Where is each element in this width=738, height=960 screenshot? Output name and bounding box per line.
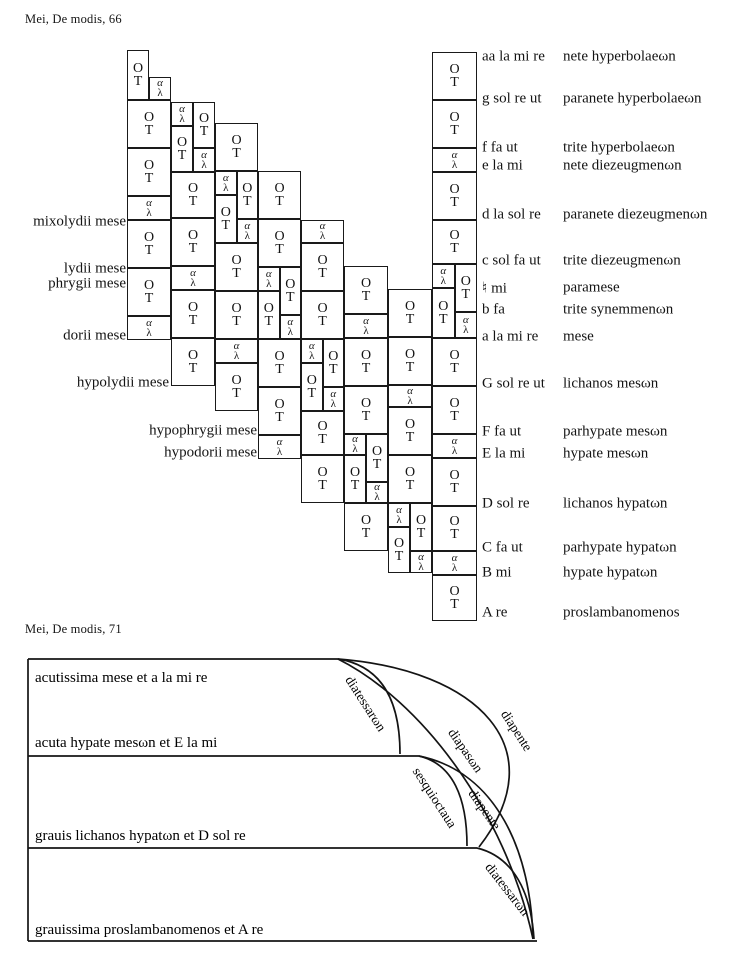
semitone-glyph-top: α xyxy=(396,503,402,516)
mode-mese-label-6: hypodorii mese xyxy=(164,444,257,461)
semitone-glyph-bottom: λ xyxy=(396,513,402,526)
tone-glyph-bottom: T xyxy=(199,123,209,139)
mode-mese-label-0: mixolydii mese xyxy=(33,213,126,230)
tone-glyph-top: O xyxy=(404,298,416,314)
tone-glyph-top: O xyxy=(449,514,460,529)
tone-glyph-bottom: T xyxy=(275,409,284,425)
greek-string-name-10: parhypate mesωn xyxy=(563,423,668,440)
semitone-glyph-bottom: λ xyxy=(233,349,240,362)
pitch-line-label-0: acutissima mese et a la mi re xyxy=(35,670,208,686)
semitone-glyph-bottom: λ xyxy=(451,158,458,171)
semitone-glyph-top: α xyxy=(244,219,251,232)
semitone-glyph-bottom: λ xyxy=(407,394,413,407)
mode-mese-label-4: hypolydii mese xyxy=(76,374,169,391)
tone-glyph-top: O xyxy=(187,227,199,243)
semitone-glyph-bottom: λ xyxy=(352,443,358,455)
semitone-glyph-top: α xyxy=(451,148,458,161)
pitch-line-label-1: acuta hypate mesωn et E la mi xyxy=(35,735,218,751)
tone-glyph-top: O xyxy=(187,347,199,363)
tone-glyph-bottom: T xyxy=(450,527,459,542)
tone-glyph-bottom: T xyxy=(450,408,459,424)
tone-glyph-top: O xyxy=(231,252,242,268)
semitone-glyph-bottom: λ xyxy=(201,158,207,171)
greek-string-name-11: hypate mesωn xyxy=(563,445,649,462)
mode-mese-label-3: dorii mese xyxy=(63,327,126,344)
tone-glyph-top: O xyxy=(404,464,416,480)
semitone-glyph-top: α xyxy=(319,220,326,232)
gamut-note-name-13: C fa ut xyxy=(482,539,523,556)
tone-glyph-bottom: T xyxy=(450,360,459,376)
greek-string-name-0: nete hyperbolaeωn xyxy=(563,48,676,65)
tone-glyph-top: O xyxy=(176,134,188,150)
tone-glyph-top: O xyxy=(187,299,199,315)
tone-glyph-bottom: T xyxy=(405,429,415,445)
tone-glyph-bottom: T xyxy=(221,217,231,233)
semitone-glyph-top: α xyxy=(276,435,283,448)
greek-string-name-15: proslambanomenos xyxy=(563,604,680,621)
tone-glyph-bottom: T xyxy=(188,360,198,376)
semitone-glyph-top: α xyxy=(418,550,424,563)
tone-glyph-bottom: T xyxy=(450,122,459,138)
semitone-glyph-bottom: λ xyxy=(440,274,446,287)
tone-glyph-top: O xyxy=(404,346,416,362)
greek-string-name-14: hypate hypatωn xyxy=(563,564,658,581)
tone-glyph-top: O xyxy=(449,395,460,411)
semitone-glyph-top: α xyxy=(440,264,447,277)
tone-glyph-bottom: T xyxy=(232,385,241,401)
semitone-glyph-top: α xyxy=(190,266,196,279)
gamut-note-name-1: g sol re ut xyxy=(482,90,542,107)
greek-string-name-3: nete diezeugmenωn xyxy=(563,157,682,174)
tone-glyph-top: O xyxy=(198,110,210,126)
semitone-glyph-top: α xyxy=(287,315,294,328)
gamut-note-name-9: G sol re ut xyxy=(482,375,545,392)
tone-glyph-bottom: T xyxy=(450,480,459,496)
tone-glyph-bottom: T xyxy=(133,73,143,89)
tone-glyph-top: O xyxy=(360,347,372,363)
greek-string-name-13: parhypate hypatωn xyxy=(563,539,677,556)
tone-glyph-bottom: T xyxy=(177,147,187,163)
semitone-glyph-top: α xyxy=(451,434,458,447)
tone-glyph-bottom: T xyxy=(450,74,459,90)
interval-arc-label-4: diapente xyxy=(465,786,504,833)
tone-glyph-bottom: T xyxy=(318,431,327,447)
tone-glyph-top: O xyxy=(231,372,242,388)
tone-glyph-bottom: T xyxy=(405,359,415,375)
semitone-glyph-bottom: λ xyxy=(463,323,469,336)
gamut-note-name-0: aa la mi re xyxy=(482,48,545,65)
tone-glyph-bottom: T xyxy=(318,313,327,329)
greek-string-name-6: paramese xyxy=(563,279,620,296)
tone-glyph-bottom: T xyxy=(405,477,415,493)
tone-glyph-top: O xyxy=(220,204,231,220)
semitone-glyph-bottom: λ xyxy=(244,229,250,242)
tone-glyph-top: O xyxy=(460,273,471,289)
tone-glyph-bottom: T xyxy=(232,313,241,329)
tone-glyph-top: O xyxy=(274,228,285,244)
tone-glyph-bottom: T xyxy=(361,288,371,304)
semitone-glyph-top: α xyxy=(157,77,163,89)
tone-glyph-bottom: T xyxy=(328,361,338,377)
tone-glyph-bottom: T xyxy=(188,312,198,328)
tone-glyph-top: O xyxy=(438,298,449,314)
lower-caption: Mei, De modis, 71 xyxy=(25,622,122,636)
semitone-glyph-bottom: λ xyxy=(190,276,196,289)
tone-glyph-top: O xyxy=(449,61,460,77)
tone-glyph-top: O xyxy=(242,180,253,196)
tone-glyph-bottom: T xyxy=(450,596,459,612)
tone-glyph-top: O xyxy=(317,300,328,316)
semitone-glyph-bottom: λ xyxy=(287,325,293,338)
tone-glyph-bottom: T xyxy=(438,311,448,327)
tone-glyph-top: O xyxy=(143,109,155,125)
semitone-glyph-top: α xyxy=(352,433,358,445)
tone-glyph-bottom: T xyxy=(361,408,371,424)
semitone-glyph-bottom: λ xyxy=(418,560,424,573)
tone-glyph-top: O xyxy=(328,348,339,364)
tone-glyph-bottom: T xyxy=(242,193,252,209)
tone-glyph-bottom: T xyxy=(144,122,154,138)
upper-caption: Mei, De modis, 66 xyxy=(25,12,122,26)
tone-glyph-top: O xyxy=(360,395,372,411)
greek-string-name-4: paranete diezeugmenωn xyxy=(563,206,708,223)
semitone-glyph-bottom: λ xyxy=(266,277,272,290)
mode-mese-label-5: hypophrygii mese xyxy=(149,422,257,439)
tone-glyph-bottom: T xyxy=(318,477,327,493)
tone-glyph-bottom: T xyxy=(188,240,198,256)
gamut-note-name-4: d la sol re xyxy=(482,206,541,223)
semitone-glyph-top: α xyxy=(233,339,240,352)
tone-glyph-top: O xyxy=(187,180,199,196)
tone-glyph-top: O xyxy=(306,372,317,388)
semitone-glyph-bottom: λ xyxy=(276,445,283,458)
tone-glyph-bottom: T xyxy=(372,456,382,472)
tone-glyph-bottom: T xyxy=(350,477,360,493)
semitone-glyph-bottom: λ xyxy=(363,324,369,337)
tone-glyph-top: O xyxy=(317,464,328,480)
tone-glyph-bottom: T xyxy=(232,265,241,281)
greek-string-name-5: trite diezeugmenωn xyxy=(563,252,681,269)
tone-glyph-bottom: T xyxy=(232,145,241,161)
interval-arc-label-1: diapasωn xyxy=(445,725,487,776)
semitone-glyph-bottom: λ xyxy=(451,561,458,574)
tone-glyph-bottom: T xyxy=(275,241,284,257)
semitone-glyph-top: α xyxy=(179,102,185,115)
semitone-glyph-bottom: λ xyxy=(319,230,326,242)
tone-glyph-top: O xyxy=(449,347,460,363)
mode-mese-label-1: lydii mese xyxy=(63,260,126,277)
greek-string-name-9: lichanos mesωn xyxy=(563,375,659,392)
tone-glyph-bottom: T xyxy=(264,313,274,329)
tone-glyph-top: O xyxy=(231,132,242,148)
gamut-note-name-5: c sol fa ut xyxy=(482,252,541,269)
tone-glyph-top: O xyxy=(449,227,460,243)
tone-glyph-top: O xyxy=(132,60,144,76)
gamut-note-name-3: e la mi xyxy=(482,157,523,174)
tone-glyph-top: O xyxy=(317,418,328,434)
gamut-note-name-11: E la mi xyxy=(482,445,526,462)
tone-glyph-top: O xyxy=(317,252,328,268)
semitone-glyph-bottom: λ xyxy=(374,491,380,503)
semitone-glyph-bottom: λ xyxy=(330,397,336,410)
semitone-glyph-bottom: λ xyxy=(309,349,315,362)
gamut-note-name-2: f fa ut xyxy=(482,139,518,156)
semitone-glyph-top: α xyxy=(146,196,152,209)
tone-glyph-bottom: T xyxy=(188,193,198,209)
tone-glyph-bottom: T xyxy=(144,170,154,186)
tone-glyph-top: O xyxy=(360,275,372,291)
tone-glyph-top: O xyxy=(449,583,460,599)
semitone-glyph-top: α xyxy=(308,339,315,352)
semitone-glyph-bottom: λ xyxy=(223,181,229,194)
greek-string-name-2: trite hyperbolaeωn xyxy=(563,139,675,156)
tone-glyph-bottom: T xyxy=(461,286,471,302)
semitone-glyph-top: α xyxy=(222,171,229,184)
tone-glyph-bottom: T xyxy=(144,290,154,306)
tone-glyph-top: O xyxy=(449,109,460,125)
gamut-note-name-12: D sol re xyxy=(482,495,530,512)
tone-glyph-top: O xyxy=(449,181,460,197)
semitone-glyph-top: α xyxy=(330,387,337,400)
tone-glyph-top: O xyxy=(143,229,155,245)
interval-arc-label-2: diapente xyxy=(498,707,536,754)
semitone-glyph-bottom: λ xyxy=(146,326,152,339)
tone-glyph-bottom: T xyxy=(405,311,415,327)
pitch-line-label-2: grauis lichanos hypatωn et D sol re xyxy=(35,828,246,844)
tone-glyph-top: O xyxy=(371,443,383,459)
tone-glyph-top: O xyxy=(449,467,460,483)
semitone-glyph-top: α xyxy=(451,551,458,564)
semitone-glyph-bottom: λ xyxy=(179,112,185,125)
gamut-note-name-15: A re xyxy=(482,604,508,621)
tone-glyph-top: O xyxy=(404,416,416,432)
semitone-glyph-top: α xyxy=(374,481,380,493)
tone-glyph-top: O xyxy=(231,300,242,316)
semitone-glyph-top: α xyxy=(146,316,152,329)
tone-glyph-bottom: T xyxy=(307,385,317,401)
semitone-glyph-top: α xyxy=(201,148,207,161)
greek-string-name-1: paranete hyperbolaeωn xyxy=(563,90,702,107)
tone-glyph-bottom: T xyxy=(361,360,371,376)
tone-glyph-bottom: T xyxy=(361,525,371,541)
tone-glyph-bottom: T xyxy=(450,240,459,256)
gamut-note-name-6: ♮ mi xyxy=(482,280,507,297)
semitone-glyph-bottom: λ xyxy=(146,206,152,219)
tone-glyph-bottom: T xyxy=(275,193,284,209)
tone-glyph-top: O xyxy=(393,535,405,551)
gamut-note-name-10: F fa ut xyxy=(482,423,522,440)
semitone-glyph-bottom: λ xyxy=(451,444,458,457)
gamut-note-name-14: B mi xyxy=(482,564,512,581)
tone-glyph-top: O xyxy=(274,180,285,196)
pitch-line-label-3: grauissima proslambanomenos et A re xyxy=(35,922,264,938)
semitone-glyph-top: α xyxy=(407,384,413,397)
tone-glyph-bottom: T xyxy=(394,548,404,564)
tone-glyph-top: O xyxy=(360,512,372,528)
mode-mese-label-2: phrygii mese xyxy=(48,275,126,292)
semitone-glyph-top: α xyxy=(462,313,469,326)
greek-string-name-8: mese xyxy=(563,328,594,345)
tone-glyph-top: O xyxy=(274,348,285,364)
tone-glyph-top: O xyxy=(415,512,427,528)
tone-glyph-top: O xyxy=(263,300,274,316)
greek-string-name-7: trite synemmenωn xyxy=(563,301,674,318)
semitone-glyph-top: α xyxy=(265,267,272,280)
semitone-glyph-top: α xyxy=(363,314,369,327)
tone-glyph-bottom: T xyxy=(275,361,284,377)
semitone-glyph-bottom: λ xyxy=(157,87,163,99)
tone-glyph-top: O xyxy=(143,277,155,293)
tone-glyph-top: O xyxy=(349,464,361,480)
tone-glyph-bottom: T xyxy=(144,242,154,258)
tone-glyph-top: O xyxy=(274,396,285,412)
tone-glyph-bottom: T xyxy=(318,265,327,281)
tone-glyph-top: O xyxy=(143,157,155,173)
tone-glyph-bottom: T xyxy=(285,289,295,305)
gamut-note-name-7: b fa xyxy=(482,301,505,318)
tone-glyph-bottom: T xyxy=(450,194,459,210)
tone-glyph-bottom: T xyxy=(416,525,426,541)
greek-string-name-12: lichanos hypatωn xyxy=(563,495,668,512)
interval-arc-label-5: diatessarωn xyxy=(482,859,533,919)
interval-arc-label-0: diatessarωn xyxy=(342,673,390,734)
tone-glyph-top: O xyxy=(285,276,296,292)
gamut-note-name-8: a la mi re xyxy=(482,328,539,345)
interval-arc-label-3: sesquioctaua xyxy=(409,764,460,831)
